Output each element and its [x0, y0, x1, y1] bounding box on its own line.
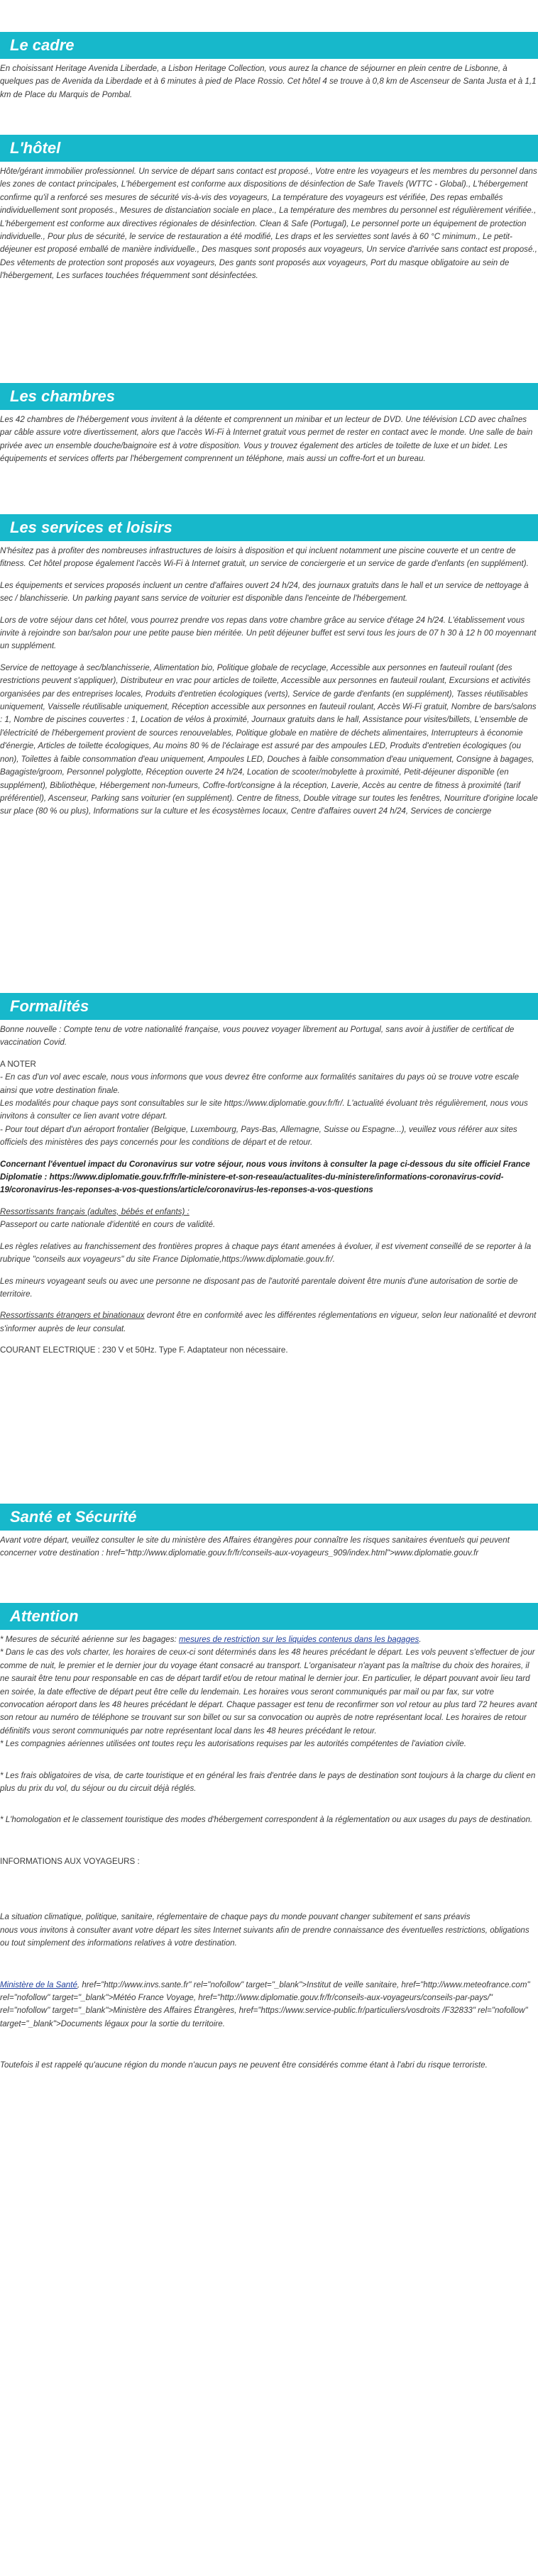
note-line: - Pour tout départ d'un aéroport frontalier (Belgique, Luxembourg, Pays-Bas, Allemagne, Suisse ou Espagne...), veuillez vous référer aux sites officiels des ministères des pays concernés pour les conditions de départ et de retour. [0, 1124, 517, 1148]
note-heading: A NOTER [0, 1059, 36, 1069]
section-title: L'hôtel [0, 135, 538, 162]
section-title: Le cadre [0, 32, 538, 59]
attention-block-1 [0, 1633, 538, 1751]
section-chambres [0, 383, 538, 466]
section-attention [0, 1603, 538, 2072]
documents-text: Passeport ou carte nationale d'identité en cours de validité. [0, 1220, 216, 1230]
section-sante [0, 1504, 538, 1560]
visa-fees-text: * Les frais obligatoires de visa, de carte touristique et en général les frais d'entrée dans le pays de destination sont toujours à la charge du client en plus du prix du vol, du séjour ou du circuit déjà réglés. [0, 1770, 536, 1794]
foreign-nationals-text: devront être en conformité avec les différentes réglementations en vigueur, selon leur nationalité et devront s'informer auprès de leur consulat. [0, 1311, 537, 1333]
section-text: En choisissant Heritage Avenida Liberdade, a Lisbon Heritage Collection, vous aurez la chance de séjourner en plein centre de Lisbonne, à quelques pas de Avenida da Liberdade et à 6 minutes à pied de Place Rossio. Cet hôtel 4 se trouve à 0,8 km de Ascenseur de Santa Justa et à 1,1 km de Place du Marquis de Pombal. [0, 64, 537, 99]
baggage-label: * Mesures de sécurité aérienne sur les bagages: [0, 1635, 179, 1644]
section-title: Attention [0, 1603, 538, 1630]
section-text: Les 42 chambres de l'hébergement vous invitent à la détente et comprennent un minibar et un lecteur de DVD. Une télévision LCD avec chaînes par câble assure votre divertissement, alors que l'accès Wi-Fi à Internet gratuit vous permet de rester en contact avec le monde. Une salle de bain privée avec un ensemble douche/baignoire est à votre disposition. Vous y trouvez également des articles de toilette de luxe et un bidet. Les équipements et services offerts par l'hébergement comprennent un téléphone, mais aussi un coffre-fort et un bureau. [0, 415, 533, 464]
useful-links-text: , href="http://www.invs.sante.fr" rel="nofollow" target="_blank">Institut de veille sanitaire, href="http://www.meteofrance.com" rel="nofollow" target="_blank">Météo France Voyage, href="http://www.diplomatie.gouv.fr/fr/conseils-aux-voyageurs/conseils-par-pays/" rel="nofollow" target="_blank">Ministère des Affaires Étrangères, href="https://www.service-public.fr/particuliers/vosdroits /F32833" rel="nofollow" target="_blank">Documents légaux pour la sortie du territoire. [0, 1980, 530, 2028]
coronavirus-notice: Concernant l'éventuel impact du Coronavirus sur votre séjour, nous vous invitons à consulter la page ci-dessous du site officiel France Diplomatie : https://www.diplomatie.gouv.fr/fr/le-ministere-et-son-reseau/actualites-du-ministere/informations-coronavirus-covid-19/coronavirus-les-reponses-a-vos-questions/article/coronavirus-les-reponses-a-vos-questions [0, 1159, 530, 1195]
terrorism-risk-text: Toutefois il est rappelé qu'aucune région du monde n'aucun pays ne peuvent être considérés comme étant à l'abri du risque terroriste. [0, 2060, 488, 2070]
documents-heading: Ressortissants français (adultes, bébés et enfants) : [0, 1206, 190, 1216]
section-paragraph: Les équipements et services proposés incluent un centre d'affaires ouvert 24 h/24, des journaux gratuits dans le hall et un service de nettoyage à sec / blanchisserie. Un parking payant sans service de voiturier est disponible dans l'enceinte de l'hébergement. [0, 580, 529, 604]
section-paragraph: Service de nettoyage à sec/blanchisserie, Alimentation bio, Politique globale de recyclage, Accessible aux personnes en fauteuil roulant (des restrictions peuvent s'appliquer), Distributeur en vrac pour articles de toilette, Accessible aux personnes en fauteuil roulant, Excursions et activités organisées par des entreprises locales, Produits d'entretien écologiques (verts), Service de garde d'enfants (en supplément), Tasses réutilisables uniquement, Vaisselle réutilisable uniquement, Réception accessible aux personnes en fauteuil roulant, Accès Wi-Fi gratuit, Nombre de bars/salons : 1, Nombre de piscines couvertes : 1, Location de vélos à proximité, Journaux gratuits dans le hall, Assistance pour visites/billets, L'ensemble de l'électricité de l'hébergement provient de sources renouvelables, Politique globale en matière de déchets alimentaires, Interrupteurs à économie d'énergie, Articles de toilette écologiques, Au moins 80 % de l'éclairage est assuré par des ampoules LED, Produits d'entretien écologiques (ou non), Toilettes à faible consommation d'eau uniquement, Ampoules LED, Douches à faible consommation d'eau uniquement, Consigne à bagages, Bagagiste/groom, Personnel polyglotte, Réception ouverte 24 h/24, Location de scooter/mobylette à proximité, Petit-déjeuner disponible (en supplément), Bibliothèque, Hébergement non-fumeurs, Coffre-fort/consigne à la réception, Laverie, Accès au centre de fitness à proximité (tarif préférentiel), Ascenseur, Parking sans voiturier (en supplément). Centre de fitness, Double vitrage sur toutes les fenêtres, Nourriture d'origine locale sur place (80 % ou plus), Informations sur la culture et les écosystèmes locaux, Centre d'affaires ouvert 24 h/24, Services de concierge [0, 662, 538, 816]
note-line: - En cas d'un vol avec escale, nous vous informons que vous devrez être conforme aux formalités sanitaires du pays où se trouve votre escale ainsi que votre destination finale. [0, 1072, 520, 1095]
note-line: Les modalités pour chaque pays sont consultables sur le site https://www.diplomatie.gouv.fr/fr/. L'actualité évoluant très régulièrement, nous vous invitons à consulter ce lien avant votre départ. [0, 1099, 528, 1121]
section-cadre [0, 32, 538, 101]
section-title: Santé et Sécurité [0, 1504, 538, 1531]
section-paragraph: Les mineurs voyageant seuls ou avec une personne ne disposant pas de l'autorité parentale doivent être munis d'une autorisation de sortie de territoire. [0, 1276, 518, 1299]
section-title: Les services et loisirs [0, 514, 538, 541]
section-paragraph: N'hésitez pas à profiter des nombreuses infrastructures de loisirs à disposition et qui incluent notamment une piscine couverte et un centre de fitness. Cet hôtel propose également l'accès Wi-Fi à Internet gratuit, un service de conciergerie et un service de garde d'enfants (en supplément). [0, 546, 529, 569]
liquids-restriction-link[interactable]: mesures de restriction sur les liquides contenus dans les bagages [178, 1635, 419, 1644]
electric-current: COURANT ELECTRIQUE : 230 V et 50Hz. Type F. Adaptateur non nécessaire. [0, 1345, 288, 1355]
note-block [0, 1058, 538, 1150]
airlines-text: * Les compagnies aériennes utilisées ont toutes reçu les autorisations requises par les autorités compétentes de l'aviation civile. [0, 1739, 466, 1749]
section-text: Avant votre départ, veuillez consulter le site du ministère des Affaires étrangères pour connaître les risques sanitaires éventuels qui peuvent concerner votre destination : href="http://www.diplomatie.gouv.fr/fr/conseils-aux-voyageurs_909/index.html">www.diplomatie.gouv.fr [0, 1536, 510, 1558]
charter-flights-text: * Dans le cas des vols charter, les horaires de ceux-ci sont déterminés dans les 48 heures précédant le départ. Les vols peuvent s'effectuer de jour comme de nuit, le premier et le dernier jour du voyage étant consacré au transport. L'organisateur n'ayant pas la maîtrise du choix des horaires, il ne saurait être tenu pour responsable en cas de départ tardif et/ou de retour matinal le dernier jour. En particulier, le départ pouvant avoir lieu tard en soirée, la date effective de départ peut être celle du lendemain. Les horaires vous seront communiqués par mail ou par fax, sur votre convocation aéroport dans les 48 heures précédant le départ. Chaque passager est tenu de reconfirmer son vol retour au plus tard 72 heures avant son retour au numéro de téléphone se trouvant sur son billet ou sur sa convocation ou auprès de notre représentant local. Les horaires de retour définitifs vous seront communiqués par notre représentant local dans les 48 heures précédant le retour. [0, 1648, 537, 1736]
section-paragraph: Bonne nouvelle : Compte tenu de votre nationalité française, vous pouvez voyager librement au Portugal, sans avoir à justifier de certificat de vaccination Covid. [0, 1025, 515, 1048]
section-paragraph: Lors de votre séjour dans cet hôtel, vous pourrez prendre vos repas dans votre chambre grâce au service d'étage 24 h/24. L'établissement vous invite à rejoindre son bar/salon pour une petite pause bien méritée. Un petit déjeuner buffet est servi tous les jours de 07 h 30 à 12 h 00 moyennant un supplément. [0, 615, 537, 651]
useful-links [0, 1979, 538, 2031]
section-title: Les chambres [0, 383, 538, 410]
documents-block [0, 1206, 538, 1232]
travelers-info-text: La situation climatique, politique, sanitaire, réglementaire de chaque pays du monde pouvant changer subitement et sans préavis [0, 1912, 471, 1922]
foreign-nationals-paragraph [0, 1309, 538, 1336]
travelers-info-text: nous vous invitons à consulter avant votre départ les sites Internet suivants afin de prendre connaissance des éventuelles restrictions, obligations ou tout simplement des informations relatives à votre destination. [0, 1925, 529, 1948]
section-paragraph: Les règles relatives au franchissement des frontières propres à chaque pays étant amenées à évoluer, il est vivement conseillé de se reporter à la rubrique "conseils aux voyageurs" du site France Diplomatie,https://www.diplomatie.gouv.fr/. [0, 1241, 532, 1265]
section-text: Hôte/gérant immobilier professionnel. Un service de départ sans contact est proposé., Votre entre les voyageurs et les membres du personnel dans les zones de contact principales, L'hébergement est conforme aux dispositions de désinfection de Safe Travels (WTTC - Global)., L'hébergement confirme qu'il a renforcé ses mesures de sécurité vis-à-vis des voyageurs, La température des voyageurs est vérifiée, Des repas emballés individuellement sont proposés., Mesures de distanciation sociale en place., La température des membres du personnel est régulièrement vérifiée., L'hébergement est conforme aux directives régionales de désinfection. Clean & Safe (Portugal), Le personnel porte un équipement de protection individuelle., Pour plus de sécurité, le service de restauration a été modifié, Les draps et les serviettes sont lavés à 60 °C minimum., Le petit-déjeuner est proposé emballé de manière individuelle., Des masques sont proposés aux voyageurs, Un service d'arrivée sans contact est proposé., Des vêtements de protection sont proposés aux voyageurs, Des gants sont proposés aux voyageurs, Port du masque obligatoire au sein de l'hébergement, Les surfaces touchées fréquemment sont désinfectées. [0, 167, 537, 281]
baggage-line [0, 1633, 538, 1646]
section-services [0, 514, 538, 818]
travelers-info-heading: INFORMATIONS AUX VOYAGEURS : [0, 1856, 140, 1866]
section-title: Formalités [0, 993, 538, 1020]
classification-text: * L'homologation et le classement touristique des modes d'hébergement correspondent à la réglementation ou aux usages du pays de destination. [0, 1815, 533, 1825]
baggage-suffix: . [419, 1635, 422, 1644]
section-formalites [0, 993, 538, 1358]
ministry-health-link[interactable]: Ministère de la Santé [0, 1980, 77, 1989]
foreign-nationals-label: Ressortissants étrangers et binationaux [0, 1311, 145, 1321]
section-hotel [0, 135, 538, 283]
